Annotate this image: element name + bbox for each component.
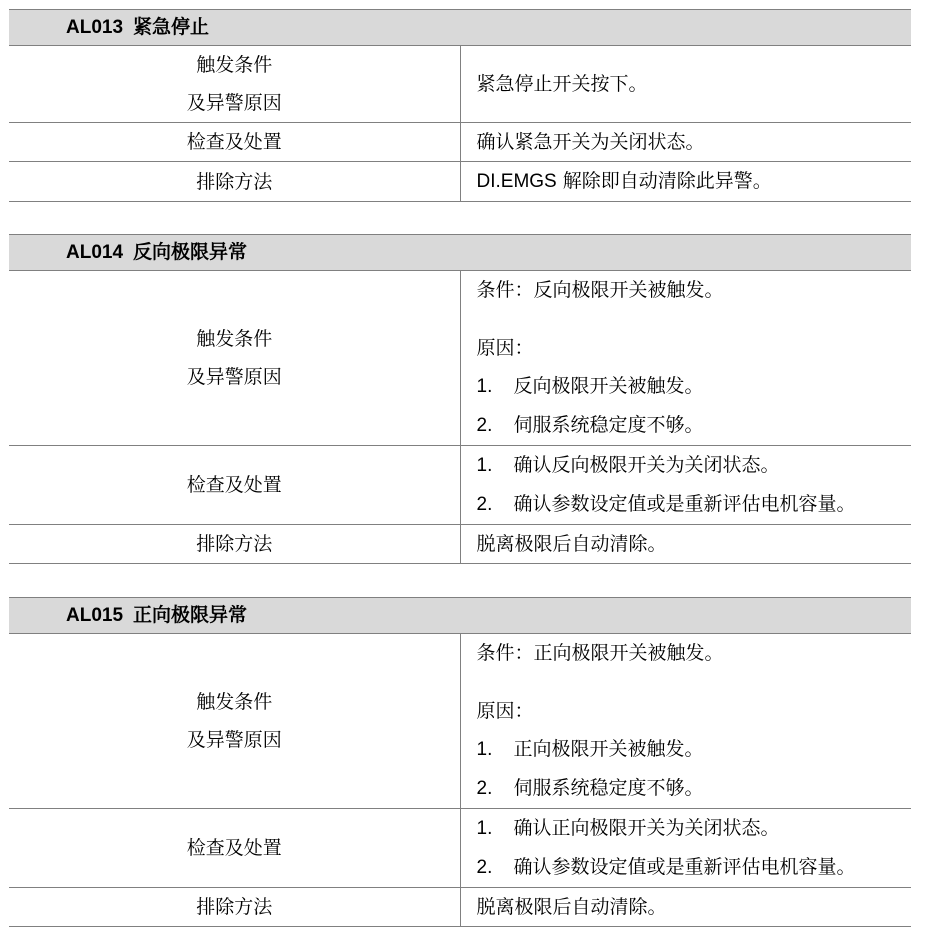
trigger-content xyxy=(460,271,911,446)
check-row xyxy=(9,446,911,525)
spacer xyxy=(477,309,912,329)
check-item xyxy=(477,848,912,887)
alarm-title xyxy=(9,598,911,634)
alarm-code: AL013 xyxy=(66,17,124,38)
cause-item xyxy=(477,769,912,808)
alarm-name: 反向极限异常 xyxy=(133,241,248,263)
trigger-label-line-1: 触发条件 xyxy=(196,328,273,350)
clear-label: 排除方法 xyxy=(9,162,460,202)
cause-item xyxy=(477,367,912,406)
spacer xyxy=(477,672,912,692)
trigger-label-line-1: 触发条件 xyxy=(196,691,273,713)
trigger-label-line-1: 触发条件 xyxy=(196,54,273,76)
check-content: 确认紧急开关为关闭状态。 xyxy=(460,123,911,162)
check-text: 确认反向极限开关为关闭状态。 xyxy=(513,454,780,476)
alarm-code: AL014 xyxy=(66,242,124,263)
trigger-content: 紧急停止开关按下。 xyxy=(460,46,911,123)
cause-heading: 原因： xyxy=(476,700,534,722)
check-number: 1. xyxy=(476,818,493,839)
check-row xyxy=(9,809,911,888)
check-label: 检查及处置 xyxy=(9,446,460,525)
cause-number: 2. xyxy=(476,415,493,436)
alarm-name: 正向极限异常 xyxy=(133,604,248,626)
check-label: 检查及处置 xyxy=(9,809,460,888)
alarm-title-row xyxy=(9,235,911,271)
cause-text: 伺服系统稳定度不够。 xyxy=(513,777,704,799)
check-content xyxy=(460,809,911,888)
alarm-table-al015 xyxy=(9,597,911,927)
alarm-table-al014 xyxy=(9,234,911,564)
alarm-code: AL015 xyxy=(66,605,124,626)
condition-text: 条件：正向极限开关被触发。 xyxy=(476,642,724,664)
check-text: 确认正向极限开关为关闭状态。 xyxy=(513,817,780,839)
alarm-title-row xyxy=(9,598,911,634)
condition-text: 条件：反向极限开关被触发。 xyxy=(476,279,724,301)
trigger-label xyxy=(9,271,460,446)
cause-text: 正向极限开关被触发。 xyxy=(513,738,704,760)
cause-text: 反向极限开关被触发。 xyxy=(513,375,704,397)
alarm-name: 紧急停止 xyxy=(133,16,210,38)
clear-content: 脱离极限后自动清除。 xyxy=(460,888,911,927)
cause-text: 伺服系统稳定度不够。 xyxy=(513,414,704,436)
check-text: 确认参数设定值或是重新评估电机容量。 xyxy=(513,856,856,878)
cause-number: 1. xyxy=(476,376,493,397)
alarm-title xyxy=(9,10,911,46)
clear-label: 排除方法 xyxy=(9,888,460,927)
alarm-table-al013 xyxy=(9,9,911,202)
clear-content: 脱离极限后自动清除。 xyxy=(460,525,911,564)
trigger-label-line-2: 及异警原因 xyxy=(186,729,282,751)
alarm-title xyxy=(9,235,911,271)
cause-number: 1. xyxy=(476,739,493,760)
trigger-row xyxy=(9,271,911,446)
check-label: 检查及处置 xyxy=(9,123,460,162)
clear-row xyxy=(9,525,911,564)
clear-row xyxy=(9,888,911,927)
trigger-content xyxy=(460,634,911,809)
cause-item xyxy=(477,406,912,445)
alarm-title-row xyxy=(9,10,911,46)
check-content xyxy=(460,446,911,525)
trigger-label-line-2: 及异警原因 xyxy=(186,92,282,114)
cause-number: 2. xyxy=(476,778,493,799)
cause-item xyxy=(477,730,912,769)
cause-heading: 原因： xyxy=(476,337,534,359)
clear-content xyxy=(460,162,911,202)
check-item xyxy=(477,446,912,485)
trigger-row xyxy=(9,46,911,123)
check-number: 2. xyxy=(476,494,493,515)
clear-signal-name: DI.EMGS xyxy=(476,171,557,192)
check-number: 1. xyxy=(476,455,493,476)
check-row xyxy=(9,123,911,162)
clear-text: 解除即自动清除此异警。 xyxy=(556,170,772,192)
trigger-label-line-2: 及异警原因 xyxy=(186,366,282,388)
check-number: 2. xyxy=(476,857,493,878)
clear-label: 排除方法 xyxy=(9,525,460,564)
check-item xyxy=(477,485,912,524)
check-item xyxy=(477,809,912,848)
clear-row xyxy=(9,162,911,202)
trigger-row xyxy=(9,634,911,809)
trigger-label xyxy=(9,46,460,123)
check-text: 确认参数设定值或是重新评估电机容量。 xyxy=(513,493,856,515)
trigger-label xyxy=(9,634,460,809)
